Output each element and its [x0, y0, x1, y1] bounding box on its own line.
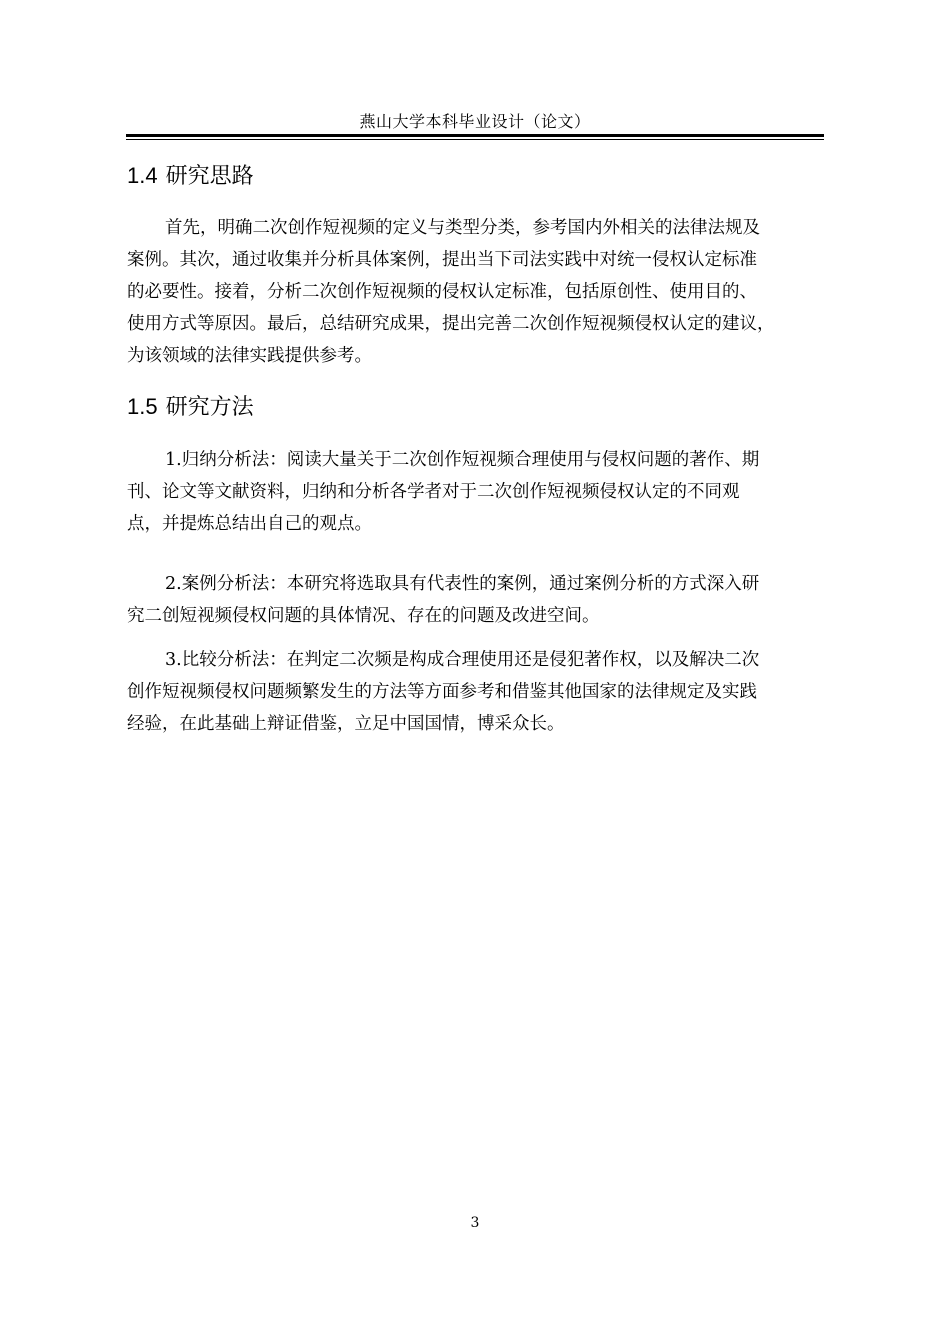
paragraph-case-method [127, 568, 827, 632]
paragraph-line: 案例。其次，通过收集并分析具体案例，提出当下司法实践中对统一侵权认定标准 [127, 250, 757, 270]
paragraph-line: 3.比较分析法：在判定二次频是构成合理使用还是侵犯著作权，以及解决二次 [165, 650, 760, 670]
paragraph-comparative-method [127, 644, 827, 740]
paragraph-line: 使用方式等原因。最后，总结研究成果，提出完善二次创作短视频侵权认定的建议， [127, 314, 775, 334]
paragraph-line: 点，并提炼总结出自己的观点。 [127, 514, 372, 534]
section-heading-1-4 [127, 162, 254, 191]
running-header: 燕山大学本科毕业设计（论文） [359, 112, 591, 131]
paragraph-line: 1.归纳分析法：阅读大量关于二次创作短视频合理使用与侵权问题的著作、期 [165, 450, 760, 470]
paragraph-inductive-method [127, 444, 827, 540]
paragraph-line: 首先，明确二次创作短视频的定义与类型分类，参考国内外相关的法律法规及 [165, 218, 760, 238]
paragraph-line: 2.案例分析法：本研究将选取具有代表性的案例，通过案例分析的方式深入研 [165, 574, 760, 594]
page-number: 3 [470, 1215, 480, 1231]
section-title: 研究方法 [165, 395, 254, 420]
section-heading-1-5 [127, 393, 254, 422]
paragraph-line: 创作短视频侵权问题频繁发生的方法等方面参考和借鉴其他国家的法律规定及实践 [127, 682, 757, 702]
section-number: 1.4 [127, 163, 158, 188]
section-title: 研究思路 [165, 164, 254, 189]
header-rule-thick [126, 134, 824, 137]
paragraph-line: 的必要性。接着，分析二次创作短视频的侵权认定标准，包括原创性、使用目的、 [127, 282, 757, 302]
header-rule-thin [126, 139, 824, 140]
paragraph-line: 究二创短视频侵权问题的具体情况、存在的问题及改进空间。 [127, 606, 600, 626]
paragraph-line: 刊、论文等文献资料，归纳和分析各学者对于二次创作短视频侵权认定的不同观 [127, 482, 740, 502]
paragraph-research-approach [127, 212, 827, 372]
section-number: 1.5 [127, 394, 158, 419]
paragraph-line: 经验，在此基础上辩证借鉴，立足中国国情，博采众长。 [127, 714, 565, 734]
paragraph-line: 为该领域的法律实践提供参考。 [127, 346, 372, 366]
